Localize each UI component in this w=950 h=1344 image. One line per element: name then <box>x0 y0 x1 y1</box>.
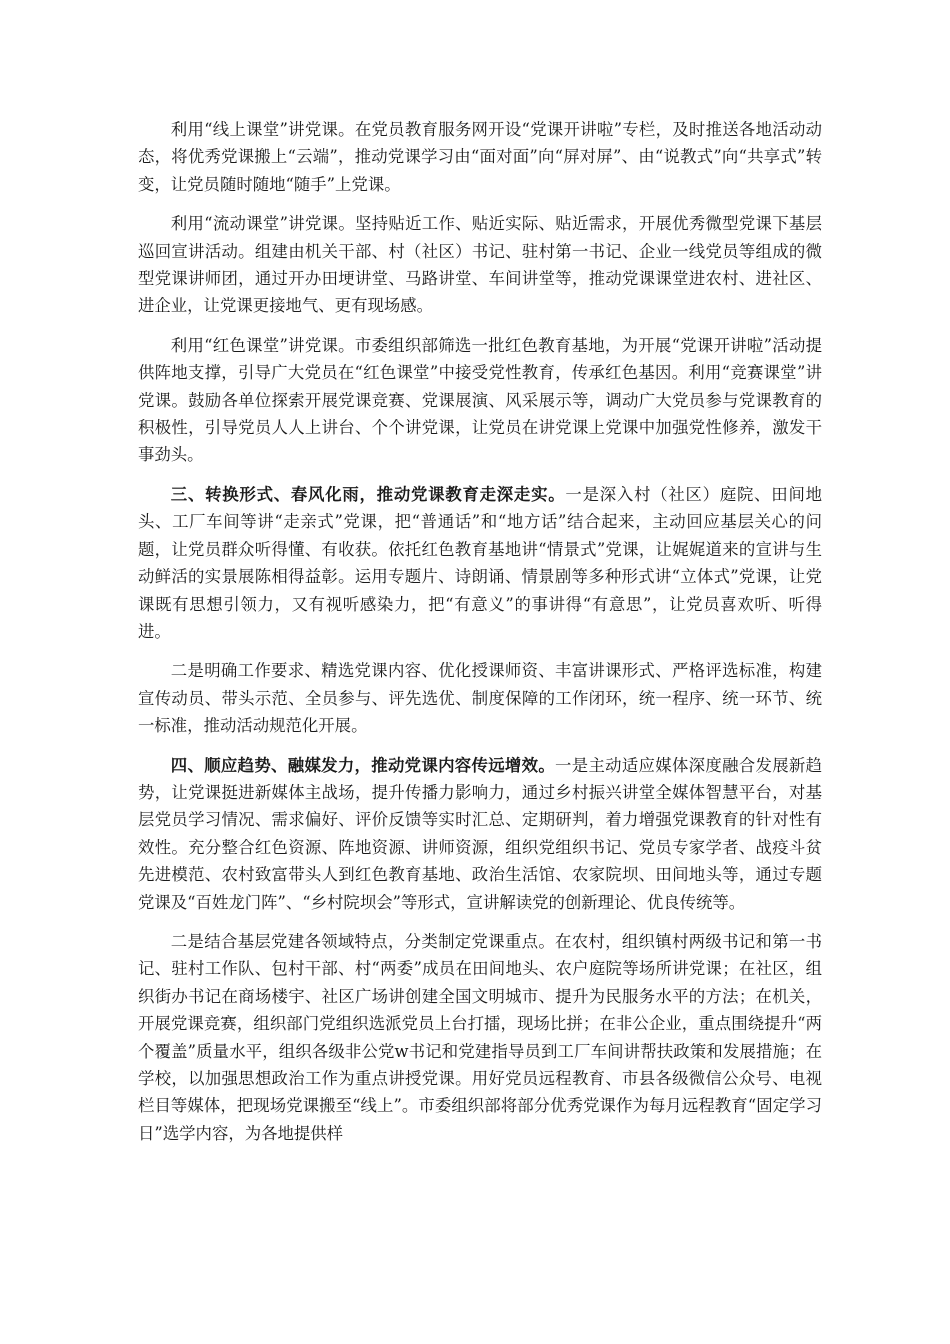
paragraph-text: 利用“红色课堂”讲党课。市委组织部筛选一批红色教育基地，为开展“党课开讲啦”活动提供阵地支撑，引导广大党员在“红色课堂”中接受党性教育，传承红色基因。利用“竞赛课堂”讲党课。鼓励各单位探索开展党课竞赛、党课展演、风采展示等，调动广大党员参与党课教育的积极性，引导党员人人上讲台、个个讲党课，让党员在讲党课上党课中加强党性修养，激发干事劲头。 <box>138 335 822 465</box>
paragraph-online-classroom <box>138 116 822 198</box>
document-body <box>138 116 822 1147</box>
paragraph-text: 利用“流动课堂”讲党课。坚持贴近工作、贴近实际、贴近需求，开展优秀微型党课下基层巡回宣讲活动。组建由机关干部、村（社区）书记、驻村第一书记、企业一线党员等组成的微型党课讲师团，通过开办田埂讲堂、马路讲堂、车间讲堂等，推动党课课堂进农村、进社区、进企业，让党课更接地气、更有现场感。 <box>138 214 822 316</box>
paragraph-section-four <box>138 752 822 916</box>
paragraph-text: 二是明确工作要求、精选党课内容、优化授课师资、丰富讲课形式、严格评选标准，构建宣传动员、带头示范、全员参与、评先选优、制度保障的工作闭环，统一程序、统一环节、统一标准，推动活动规范化开展。 <box>138 661 822 736</box>
paragraph-text: 一是主动适应媒体深度融合发展新趋势，让党课挺进新媒体主战场，提升传播力影响力，通过乡村振兴讲堂全媒体智慧平台，对基层党员学习情况、需求偏好、评价反馈等实时汇总、定期研判，着力增强党课教育的针对性有效性。充分整合红色资源、阵地资源、讲师资源，组织党组织书记、党员专家学者、战疫斗贫先进模范、农村致富带头人到红色教育基地、政治生活馆、农家院坝、田间地头等，通过专题党课及“百姓龙门阵”、“乡村院坝会”等形式，宣讲解读党的创新理论、优良传统等。 <box>138 755 823 912</box>
paragraph-text: 二是结合基层党建各领域特点，分类制定党课重点。在农村，组织镇村两级书记和第一书记、驻村工作队、包村干部、村“两委”成员在田间地头、农户庭院等场所讲党课；在社区，组织街办书记在商场楼宇、社区广场讲创建全国文明城市、提升为民服务水平的方法；在机关，开展党课竞赛，组织部门党组织选派党员上台打擂，现场比拼；在非公企业，重点围绕提升“两个覆盖”质量水平，组织各级非公党w书记和党建指导员到工厂车间讲帮扶政策和发展措施；在学校，以加强思想政治工作为重点讲授党课。用好党员远程教育、市县各级微信公众号、电视栏目等媒体，把现场党课搬至“线上”。市委组织部将部分优秀党课作为每月远程教育“固定学习日”选学内容，为各地提供样 <box>138 931 822 1143</box>
paragraph-text: 利用“线上课堂”讲党课。在党员教育服务网开设“党课开讲啦”专栏，及时推送各地活动动态，将优秀党课搬上“云端”，推动党课学习由“面对面”向“屏对屏”、由“说教式”向“共享式”转变，让党员随时随地“随手”上党课。 <box>138 120 822 194</box>
paragraph-section-three <box>138 481 822 645</box>
paragraph-work-requirements <box>138 657 822 739</box>
paragraph-grassroots-fields <box>138 928 822 1147</box>
section-heading: 三、转换形式、春风化雨，推动党课教育走深走实。 <box>170 484 566 504</box>
section-heading: 四、顺应趋势、融媒发力，推动党课内容传远增效。 <box>170 755 556 775</box>
paragraph-mobile-classroom <box>138 210 822 320</box>
paragraph-text: 一是深入村（社区）庭院、田间地头、工厂车间等讲“走亲式”党课，把“普通话”和“地方话”结合起来，主动回应基层关心的问题，让党员群众听得懂、有收获。依托红色教育基地讲“情景式”党课，让娓娓道来的宣讲与生动鲜活的实景展陈相得益彰。运用专题片、诗朗诵、情景剧等多种形式讲“立体式”党课，让党课既有思想引领力，又有视听感染力，把“有意义”的事讲得“有意思”，让党员喜欢听、听得进。 <box>138 484 823 641</box>
paragraph-red-classroom <box>138 332 822 469</box>
